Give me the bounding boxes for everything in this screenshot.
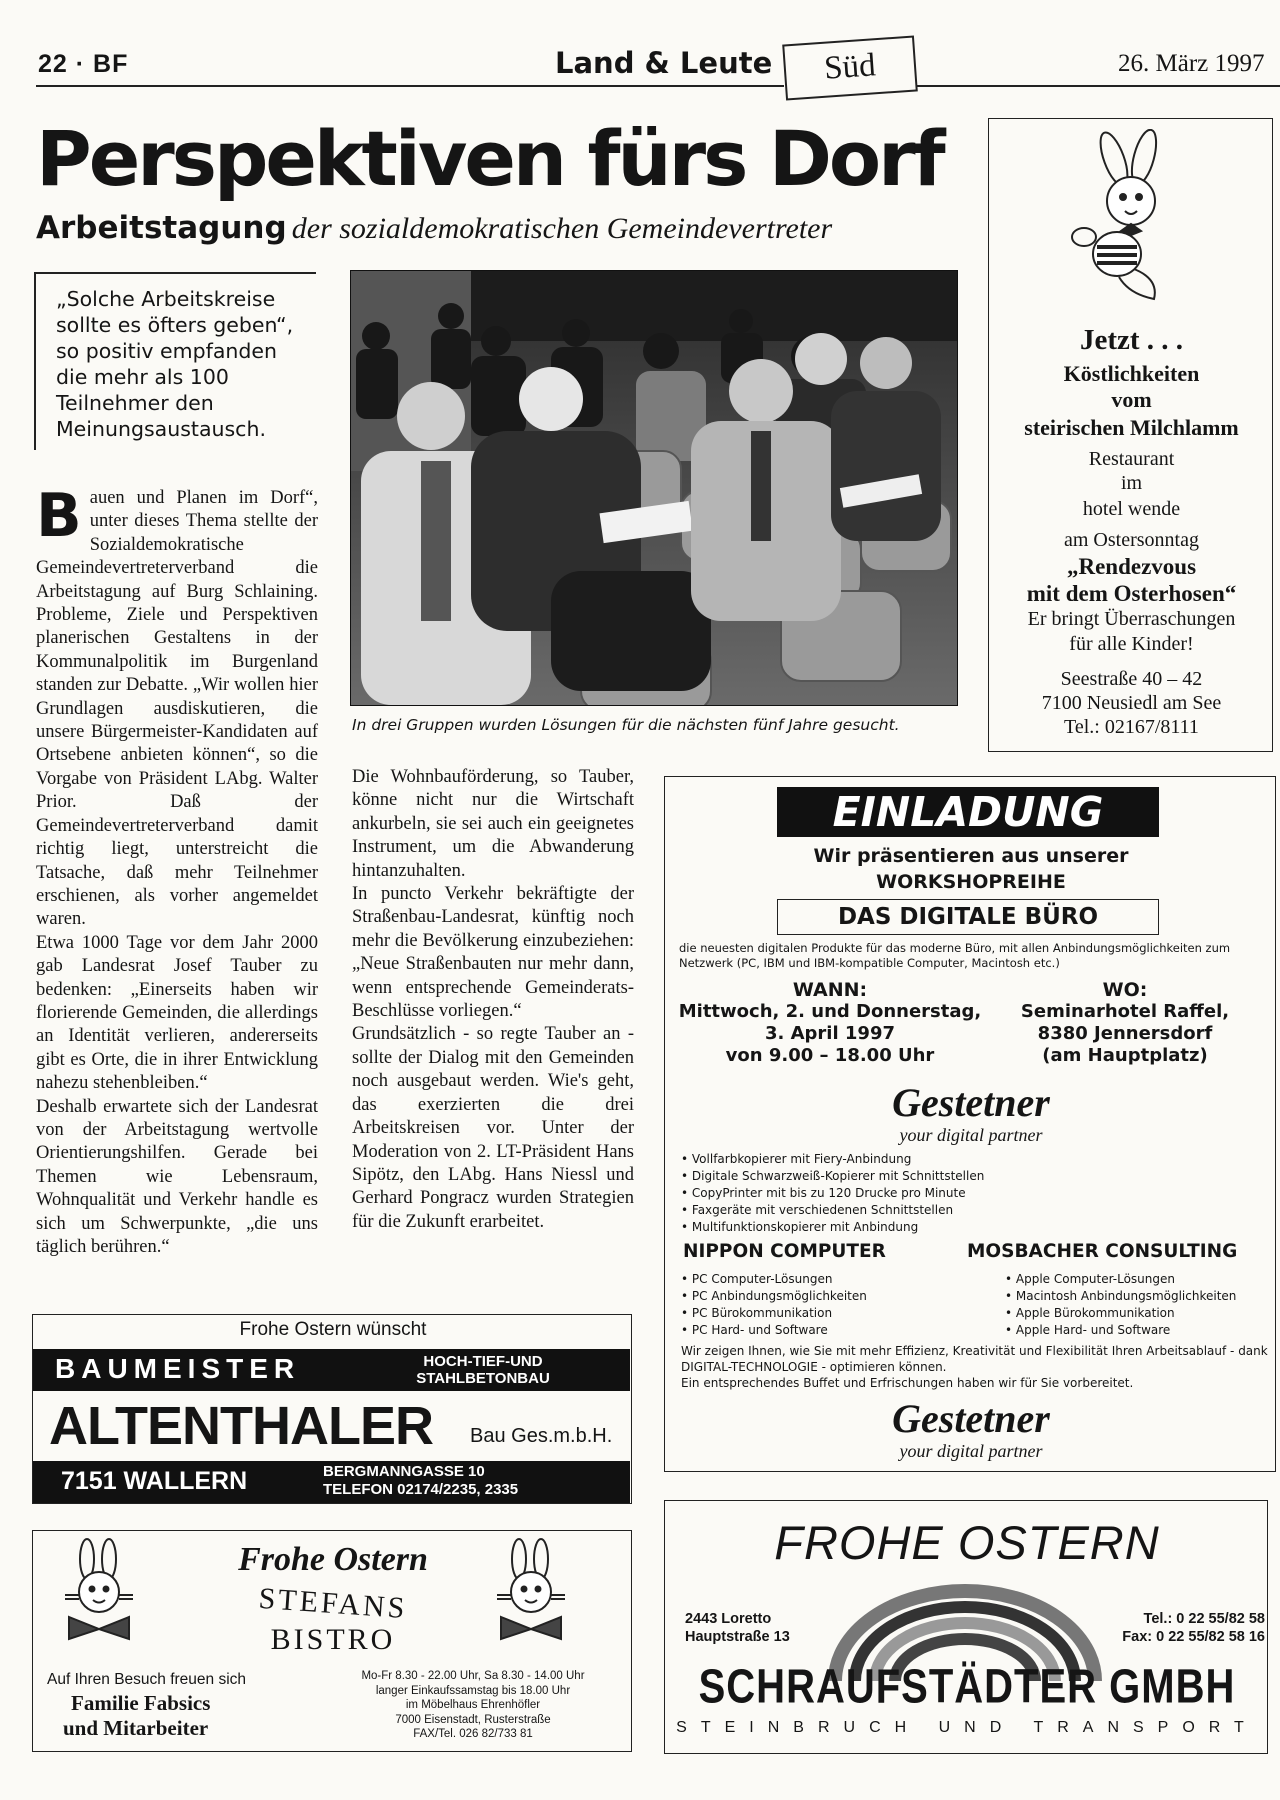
- gestetner-tagline-2: your digital partner: [899, 1441, 1043, 1461]
- wann-line-2: 3. April 1997: [764, 1023, 896, 1044]
- restaurant-line-7: hotel wende: [1082, 498, 1181, 520]
- mosbacher-item-text: Apple Hard- und Software: [1015, 1323, 1171, 1337]
- article-photo: [350, 270, 958, 706]
- product-item-text: Multifunktionskopierer mit Anbindung: [691, 1220, 919, 1234]
- restaurant-line-15: Tel.: 02167/8111: [1064, 716, 1199, 738]
- stefans-hours-5: FAX/Tel. 026 82/733 81: [413, 1728, 533, 1740]
- pullquote-bar: [34, 272, 36, 450]
- stefans-name-2: BISTRO: [270, 1623, 396, 1656]
- photo-caption: In drei Gruppen wurden Lösungen für die nächsten fünf Jahre gesucht.: [352, 716, 900, 734]
- product-item-text: Vollfarbkopierer mit Fiery-Anbindung: [691, 1152, 912, 1166]
- nippon-heading: NIPPON COMPUTER: [683, 1241, 886, 1262]
- stefans-hours-1: Mo-Fr 8.30 - 22.00 Uhr, Sa 8.30 - 14.00 Uhr: [361, 1670, 585, 1682]
- mosbacher-item-text: Macintosh Anbindungsmöglichkeiten: [1015, 1289, 1237, 1303]
- pullquote-rule: [34, 272, 316, 274]
- schraufstaedter-addr-2: Hauptstraße 13: [685, 1629, 790, 1645]
- section-title: Land & Leute: [555, 46, 773, 80]
- schraufstaedter-top: FROHE OSTERN: [774, 1516, 1160, 1569]
- restaurant-line-8: am Ostersonntag: [1064, 529, 1199, 551]
- schraufstaedter-tel: Tel.: 0 22 55/82 58: [1143, 1611, 1265, 1627]
- schraufstaedter-addr-1: 2443 Loretto: [685, 1611, 772, 1627]
- gestetner-logo-2: Gestetner: [892, 1396, 1050, 1441]
- schraufstaedter-fax: Fax: 0 22 55/82 58 16: [1122, 1629, 1265, 1645]
- paragraph-4: Die Wohnbauförderung, so Tauber, könne nicht nur die Wirtschaft ankurbeln, sie sei auch ein geeignetes Instrument, um die Abwanderung hintanzuhalten.: [352, 767, 634, 881]
- stefans-hours-3: im Möbelhaus Ehrenhöfler: [405, 1699, 541, 1711]
- einladung-wo: [985, 979, 1265, 1067]
- article-subheadline: [36, 210, 832, 246]
- altenthaler-name: ALTENTHALER: [49, 1396, 433, 1456]
- einladung-wann: [665, 979, 995, 1067]
- restaurant-line-3: vom: [1111, 387, 1152, 412]
- altenthaler-hoch-1: HOCH-TIEF-UND: [423, 1353, 543, 1370]
- product-item-text: Faxgeräte mit verschiedenen Schnittstellen: [691, 1203, 954, 1217]
- paragraph-1: [36, 481, 318, 932]
- gestetner-logo: Gestetner: [892, 1080, 1050, 1125]
- product-list: [681, 1151, 1181, 1236]
- restaurant-line-14: 7100 Neusiedl am See: [1041, 692, 1222, 714]
- wann-label: WANN:: [792, 979, 868, 1001]
- altenthaler-place: 7151 WALLERN: [61, 1467, 248, 1495]
- nippon-item-text: PC Computer-Lösungen: [691, 1272, 833, 1286]
- issue-date: 26. März 1997: [1118, 50, 1265, 77]
- einladung-line-2: WORKSHOPREIHE: [876, 871, 1066, 893]
- nippon-item: • PC Computer-Lösungen: [681, 1272, 833, 1286]
- conference-photo-illustration: [351, 271, 957, 705]
- altenthaler-addr-2: TELEFON 02174/2235, 2335: [323, 1481, 519, 1498]
- schraufstaedter-name: SCHRAUFSTÄDTER GMBH: [698, 1660, 1236, 1714]
- mosbacher-heading: MOSBACHER CONSULTING: [967, 1241, 1238, 1262]
- restaurant-line-6: im: [1120, 472, 1143, 494]
- einladung-title-box: [777, 899, 1159, 935]
- mosbacher-item: • Apple Computer-Lösungen: [1005, 1272, 1175, 1286]
- wo-line-3: (am Hauptplatz): [1042, 1045, 1208, 1066]
- ad-restaurant: [988, 118, 1273, 752]
- header-rule: [36, 85, 784, 87]
- mosbacher-item-text: Apple Bürokommunikation: [1015, 1306, 1175, 1320]
- drop-cap: B: [36, 481, 82, 551]
- restaurant-line-5: Restaurant: [1088, 448, 1175, 470]
- stefans-hours-2: langer Einkaufssamstag bis 18.00 Uhr: [375, 1684, 571, 1697]
- page-number: 22 · BF: [38, 50, 129, 78]
- altenthaler-hoch-2: STAHLBETONBAU: [416, 1370, 550, 1387]
- mosbacher-item-text: Apple Computer-Lösungen: [1015, 1272, 1175, 1286]
- stefans-family-1: Familie Fabsics: [71, 1691, 211, 1715]
- nippon-list: [681, 1271, 971, 1339]
- schraufstaedter-sub: STEINBRUCH UND TRANSPORT: [676, 1719, 1258, 1736]
- ad-einladung: [664, 776, 1276, 1472]
- stefans-name-1: STEFANS: [257, 1581, 409, 1626]
- region-tag: [782, 35, 918, 100]
- altenthaler-addr-1: BERGMANNGASSE 10: [323, 1463, 485, 1480]
- mosbacher-item: • Apple Bürokommunikation: [1005, 1306, 1175, 1320]
- einladung-line-1: Wir präsentieren aus unserer: [813, 845, 1129, 867]
- altenthaler-baumeister: BAUMEISTER: [55, 1353, 301, 1384]
- product-item-text: Digitale Schwarzweiß-Kopierer mit Schnittstellen: [691, 1169, 985, 1183]
- stefans-visit: Auf Ihren Besuch freuen sich: [47, 1671, 247, 1688]
- restaurant-line-12: für alle Kinder!: [1069, 633, 1194, 655]
- product-item-text: CopyPrinter mit bis zu 120 Drucke pro Minute: [691, 1186, 966, 1200]
- paragraph-5: In puncto Verkehr bekräftigte der Straßenbau-Landesrat, künftig noch mehr die Bevölkerung einzubeziehen: „Neue Straßenbauten nur mehr dann, wenn entsprechende Gemeinderats-Beschlüsse vorliegen.“: [352, 884, 634, 1022]
- altenthaler-gmbh: Bau Ges.m.b.H.: [470, 1425, 613, 1447]
- restaurant-line-2: Köstlichkeiten: [1063, 361, 1200, 386]
- product-item: • Multifunktionskopierer mit Anbindung: [681, 1220, 919, 1234]
- subheadline-bold: Arbeitstagung: [36, 210, 287, 246]
- restaurant-jetzt: Jetzt . . .: [1079, 324, 1184, 356]
- nippon-item: • PC Hard- und Software: [681, 1323, 828, 1337]
- wo-line-2: 8380 Jennersdorf: [1037, 1023, 1213, 1044]
- altenthaler-top: Frohe Ostern wünscht: [239, 1319, 427, 1340]
- restaurant-line-13: Seestraße 40 – 42: [1060, 668, 1203, 690]
- wo-label: WO:: [1102, 979, 1148, 1001]
- wann-line-1: Mittwoch, 2. und Donnerstag,: [678, 1001, 982, 1022]
- ad-altenthaler: [32, 1314, 632, 1504]
- restaurant-line-10: mit dem Osterhosen“: [1026, 581, 1237, 606]
- wo-line-1: Seminarhotel Raffel,: [1020, 1001, 1230, 1022]
- article-column-1: [36, 481, 318, 1259]
- stefans-title: Frohe Ostern: [238, 1541, 428, 1578]
- bunny-right-icon: [481, 1537, 581, 1647]
- stefans-hours-4: 7000 Eisenstadt, Rusterstraße: [395, 1713, 551, 1726]
- header-rule-right: [916, 85, 1280, 87]
- stefans-hours: [333, 1669, 613, 1742]
- product-item: • Vollfarbkopierer mit Fiery-Anbindung: [681, 1152, 912, 1166]
- paragraph-3: Deshalb erwartete sich der Landesrat von der Arbeitstagung wertvolle Orientierungshilfen. Gerade bei Themen wie Lebensraum, Wohnqualität und Verkehr handle es sich um Schwerpunkte, „die uns täglich berühren.“: [36, 1096, 318, 1257]
- mosbacher-item: • Apple Hard- und Software: [1005, 1323, 1171, 1337]
- restaurant-line-4: steirischen Milchlamm: [1024, 415, 1239, 440]
- ad-stefans-bistro: [32, 1530, 632, 1752]
- einladung-banner-text: EINLADUNG: [832, 788, 1104, 836]
- einladung-closing-2: Ein entsprechendes Buffet und Erfrischungen haben wir für Sie vorbereitet.: [681, 1376, 1134, 1390]
- pullquote: „Solche Arbeitskreise sollte es öfters geben“, so positiv empfanden die mehr als 100 Teilnehmer den Meinungsaustausch.: [56, 287, 294, 441]
- einladung-intro: die neuesten digitalen Produkte für das moderne Büro, mit allen Anbindungsmöglichkeiten zum Netzwerk (PC, IBM und IBM-kompatible Computer, Macintosh etc.): [679, 941, 1231, 970]
- nippon-item-text: PC Bürokommunikation: [691, 1306, 833, 1320]
- einladung-title: DAS DIGITALE BÜRO: [837, 904, 1099, 930]
- easter-bunny-icon: [1059, 129, 1199, 309]
- gestetner-tagline: your digital partner: [899, 1125, 1043, 1145]
- bunny-left-icon: [49, 1537, 149, 1647]
- product-item: • Faxgeräte mit verschiedenen Schnittstellen: [681, 1203, 954, 1217]
- einladung-closing: Wir zeigen Ihnen, wie Sie mit mehr Effizienz, Kreativität und Flexibilität Ihren Arbeitsablauf - dank DIGITAL-TECHNOLOGIE - optimieren können.: [681, 1344, 1268, 1374]
- product-item: • CopyPrinter mit bis zu 120 Drucke pro Minute: [681, 1186, 966, 1200]
- paragraph-1-text: auen und Planen im Dorf“, unter dieses Thema stellte der Sozialdemokratische Gemeindevertreterverband die Arbeitstagung auf Burg Schlaining. Probleme, Ziele und Perspektiven planerischen Gestaltens in der Kommunalpolitik im Burgenland standen zur Debatte. „Wir wollen hier Grundlagen ausdiskutieren, die unsere Bürgermeister-Kandidaten auf Ortsebene anbieten können“, so die Vorgabe von Präsident LAbg. Walter Prior. Daß der Gemeindevertreterverband damit richtig liegt, unterstreicht die Tatsache, daß mehr Teilnehmer erschienen, als vorher angemeldet waren.: [36, 488, 318, 930]
- subheadline-italic: der sozialdemokratischen Gemeindevertreter: [291, 212, 833, 245]
- restaurant-line-9: „Rendezvous: [1066, 554, 1197, 579]
- paragraph-6: Grundsätzlich - so regte Tauber an - sollte der Dialog mit den Gemeinden noch ausgebaut werden. Wie's geht, das exerzierten die drei Arbeitskreisen vor. Unter der Moderation von 2. LT-Präsident Hans Sipötz, den LAbg. Hans Niessl und Gerhard Pongracz wurden Strategien für die Zukunft erarbeitet.: [352, 1024, 634, 1232]
- paragraph-2: Etwa 1000 Tage vor dem Jahr 2000 gab Landesrat Josef Tauber zu bedenken: „Einerseits haben wir florierende Gemeinden, die allerdings an Identität verlieren, andererseits gibt es Orte, die in ihrer Entwicklung nahezu stehenbleiben.“: [36, 932, 318, 1094]
- mosbacher-item: • Macintosh Anbindungsmöglichkeiten: [1005, 1289, 1237, 1303]
- restaurant-line-11: Er bringt Überraschungen: [1027, 608, 1236, 630]
- product-item: • Digitale Schwarzweiß-Kopierer mit Schnittstellen: [681, 1169, 985, 1183]
- mosbacher-list: [1005, 1271, 1275, 1339]
- nippon-item: • PC Bürokommunikation: [681, 1306, 833, 1320]
- stefans-family-2: und Mitarbeiter: [63, 1716, 209, 1740]
- article-column-2: [352, 766, 634, 1234]
- nippon-item: • PC Anbindungsmöglichkeiten: [681, 1289, 867, 1303]
- article-headline: Perspektiven fürs Dorf: [36, 114, 943, 203]
- wann-line-3: von 9.00 – 18.00 Uhr: [725, 1045, 935, 1066]
- einladung-banner: [777, 787, 1159, 837]
- nippon-item-text: PC Hard- und Software: [691, 1323, 828, 1337]
- nippon-item-text: PC Anbindungsmöglichkeiten: [691, 1289, 867, 1303]
- restaurant-ad-text: [989, 319, 1274, 739]
- region-label: Süd: [823, 47, 877, 87]
- ad-schraufstaedter: [664, 1500, 1268, 1754]
